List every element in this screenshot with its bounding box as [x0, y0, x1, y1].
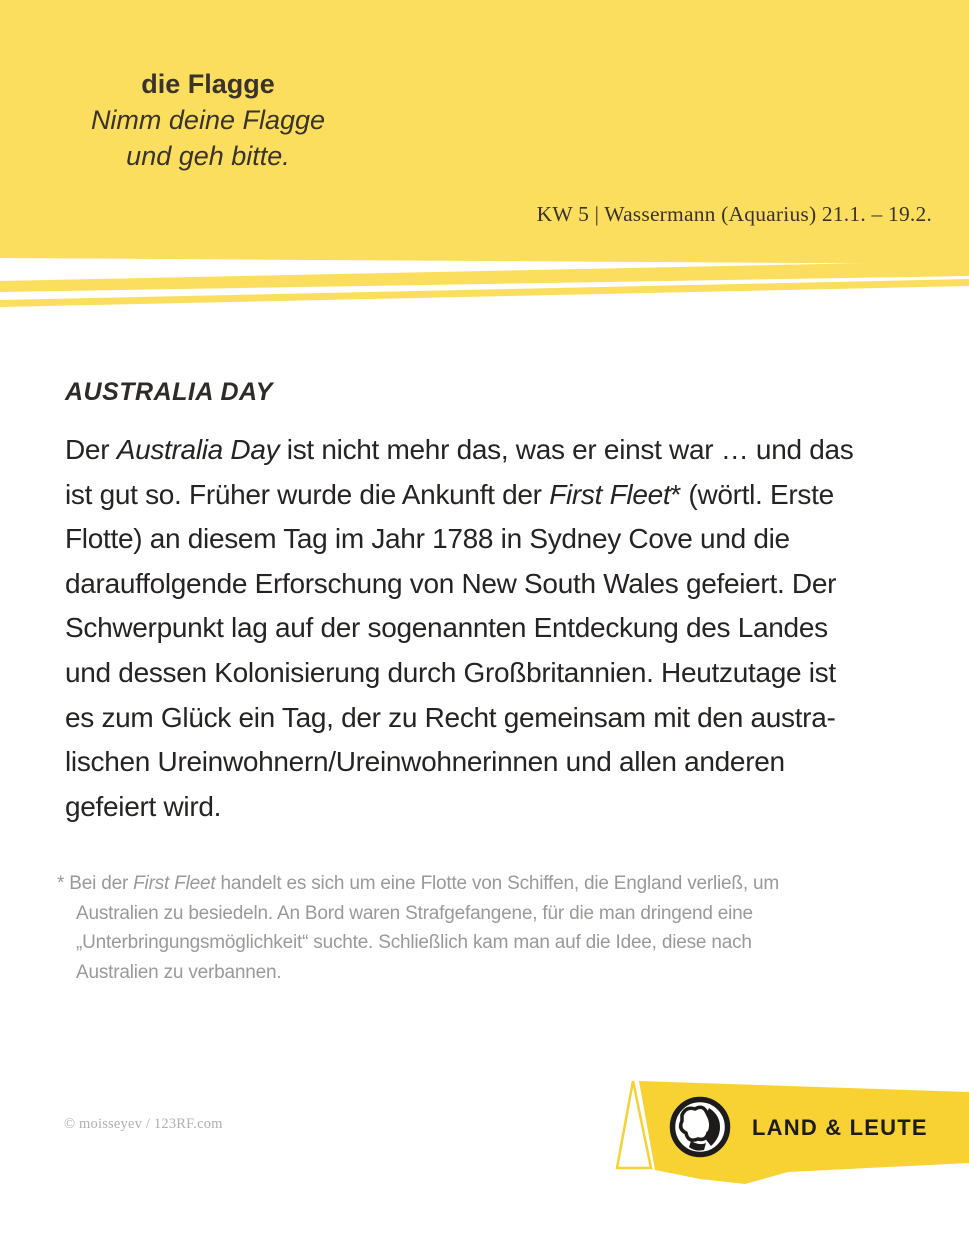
text-line: „Unterbringungsmöglichkeit“ suchte. Schließlich kam man auf die Idee, diese nach: [76, 932, 752, 954]
article-body: [65, 428, 945, 829]
text-line: Flotte) an diesem Tag im Jahr 1788 in Sydney Cove und die: [65, 523, 790, 555]
globe-icon: [673, 1100, 728, 1155]
text-line: Schwerpunkt lag auf der sogenannten Entdeckung des Landes: [65, 612, 828, 644]
photo-credit: © moisseyev / 123RF.com: [64, 1116, 223, 1132]
article-title: AUSTRALIA DAY: [65, 378, 273, 406]
text-line: lischen Ureinwohnern/Ureinwohnerinnen und allen anderen: [65, 746, 785, 778]
text-line: Australien zu verbannen.: [76, 962, 282, 984]
vocab-term: die Flagge: [141, 69, 275, 99]
category-badge-label: LAND & LEUTE: [752, 1115, 928, 1140]
vocab-block: [55, 66, 361, 174]
text-line: und dessen Kolonisierung durch Großbritannien. Heutzutage ist: [65, 656, 836, 688]
text-line: es zum Glück ein Tag, der zu Recht gemeinsam mit den austra-: [65, 701, 836, 733]
text-line: ist gut so. Früher wurde die Ankunft der First Fleet* (wörtl. Erste: [65, 478, 834, 510]
text-line: gefeiert wird.: [65, 790, 222, 822]
text-line: * Bei der First Fleet handelt es sich um eine Flotte von Schiffen, die England verließ, um: [57, 873, 779, 894]
category-badge: [610, 1075, 969, 1190]
text-line: Australien zu besiedeln. An Bord waren Strafgefangene, für die man dringend eine: [76, 902, 753, 924]
footnote: [57, 869, 937, 988]
vocab-example-line2: und geh bitte.: [126, 141, 290, 171]
vocab-example-line1: Nimm deine Flagge: [90, 105, 326, 135]
text-line: darauffolgende Erforschung von New South Wales gefeiert. Der: [65, 567, 837, 599]
text-line: Der Australia Day ist nicht mehr das, was er einst war … und das: [65, 434, 854, 465]
week-zodiac-label: KW 5 | Wassermann (Aquarius) 21.1. – 19.2.: [536, 202, 932, 226]
